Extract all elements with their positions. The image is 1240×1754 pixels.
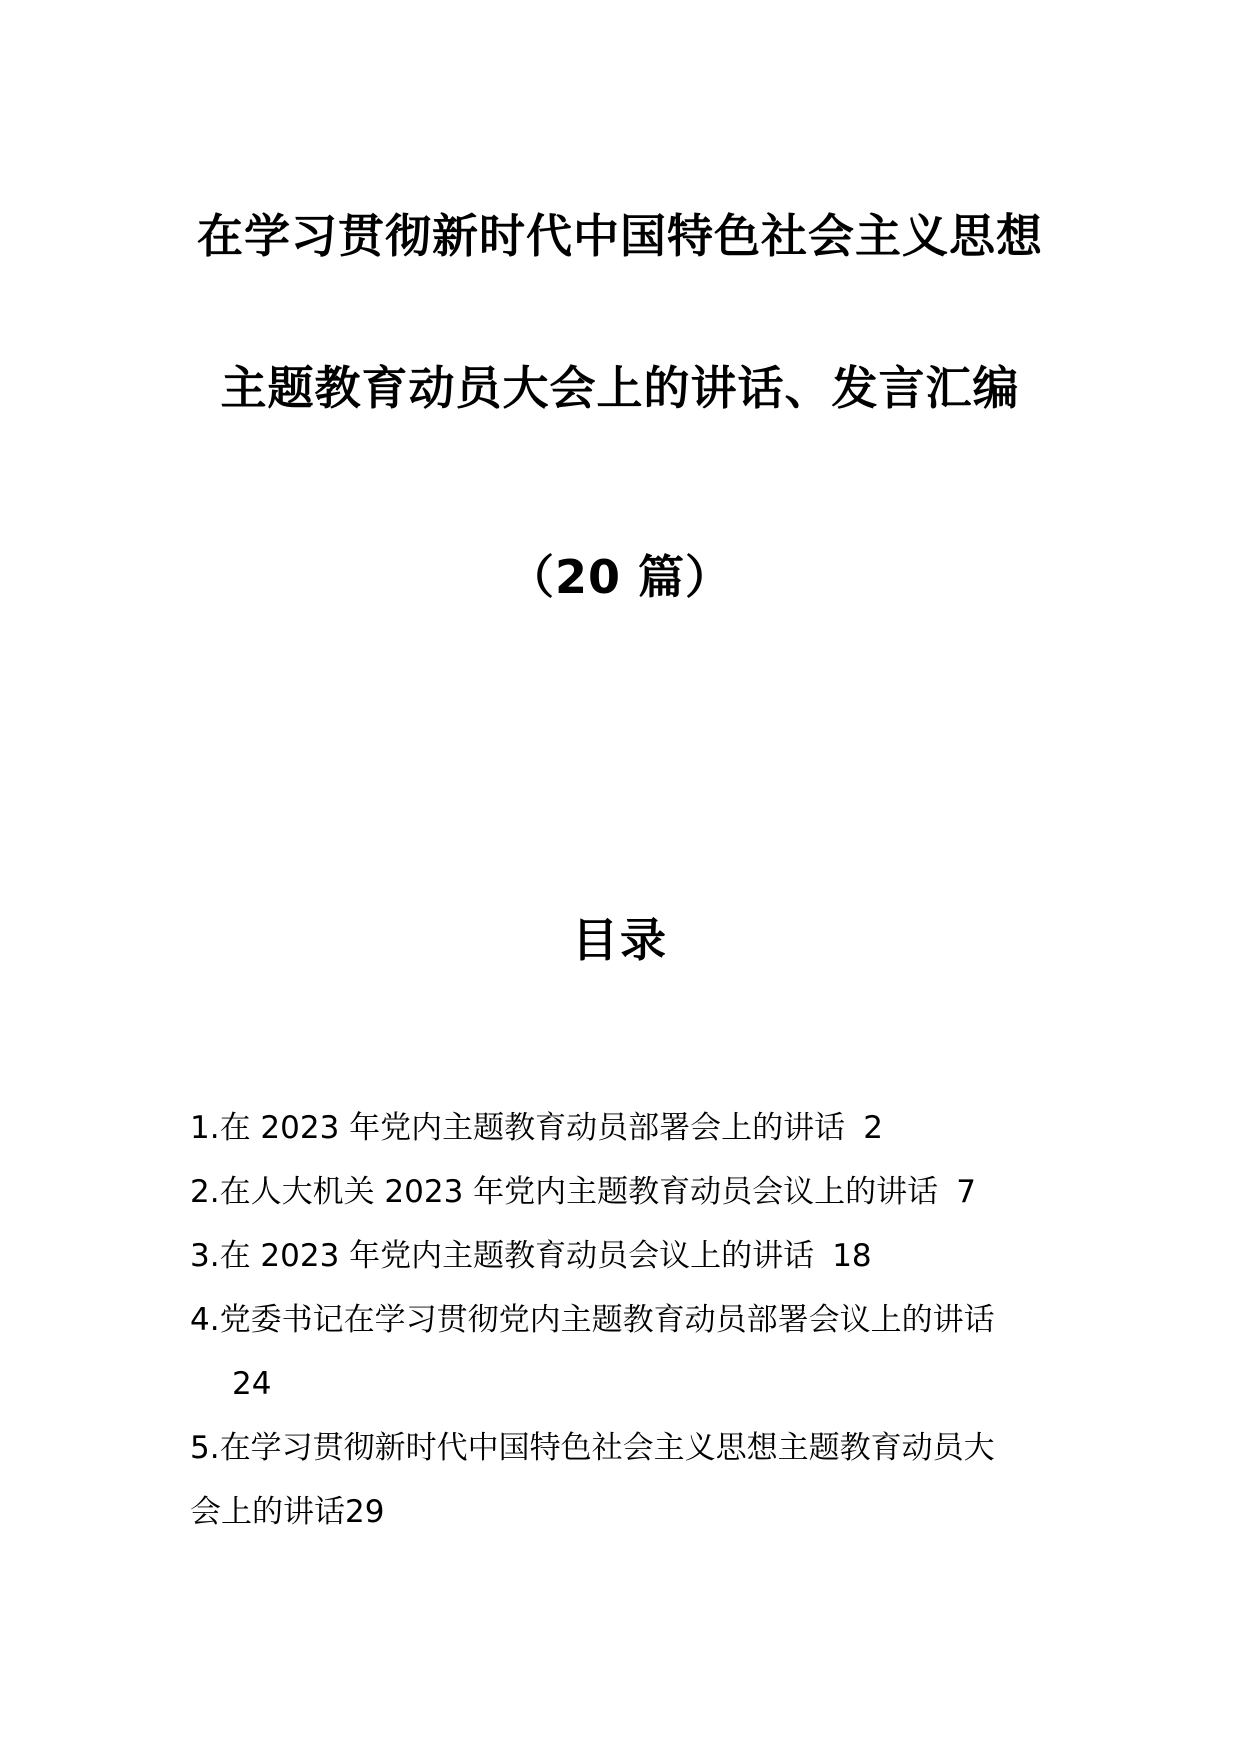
toc-entry-text: 在 2023 年党内主题教育动员部署会上的讲话 — [219, 1110, 846, 1146]
toc-entry-page: 29 — [345, 1494, 385, 1530]
toc-entry-3[interactable] — [190, 1224, 1060, 1288]
toc-entry-5[interactable] — [190, 1416, 1060, 1544]
toc-entry-2[interactable] — [190, 1160, 1060, 1224]
table-of-contents — [190, 1096, 1060, 1544]
toc-entry-number: 1. — [190, 1110, 220, 1146]
toc-entry-1[interactable] — [190, 1096, 1060, 1160]
toc-entry-text: 党委书记在学习贯彻党内主题教育动员部署会议上的讲话 — [219, 1302, 995, 1338]
document-title-count: （20 篇） — [507, 550, 733, 604]
toc-entry-text-continued: 会上的讲话 — [190, 1494, 345, 1530]
toc-entry-text: 在学习贯彻新时代中国特色社会主义思想主题教育动员大 — [219, 1430, 995, 1466]
toc-entry-page: 2 — [863, 1110, 883, 1146]
toc-entry-number: 4. — [190, 1302, 220, 1338]
toc-entry-number: 2. — [190, 1174, 220, 1210]
toc-heading: 目录 — [572, 913, 668, 967]
toc-entry-page: 7 — [956, 1174, 976, 1210]
document-title-line-1: 在学习贯彻新时代中国特色社会主义思想 — [197, 209, 1043, 263]
toc-entry-page: 24 — [232, 1366, 272, 1402]
document-title-line-2: 主题教育动员大会上的讲话、发言汇编 — [220, 361, 1020, 415]
toc-entry-number: 3. — [190, 1238, 220, 1274]
toc-entry-text: 在人大机关 2023 年党内主题教育动员会议上的讲话 — [219, 1174, 939, 1210]
toc-entry-page: 18 — [832, 1238, 872, 1274]
toc-entry-number: 5. — [190, 1430, 220, 1466]
toc-entry-text: 在 2023 年党内主题教育动员会议上的讲话 — [219, 1238, 815, 1274]
toc-entry-4[interactable] — [190, 1288, 1060, 1416]
